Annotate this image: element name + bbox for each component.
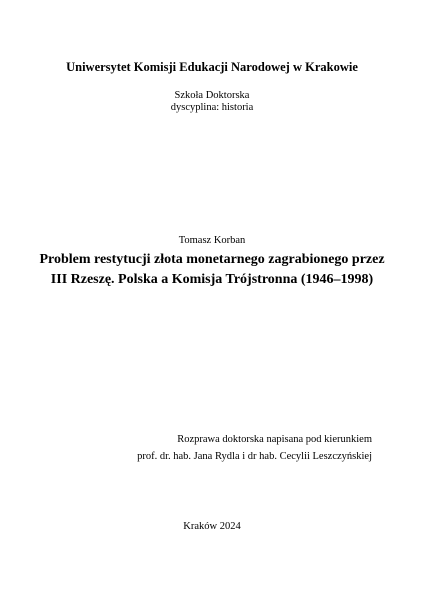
supervision-line-2: prof. dr. hab. Jana Rydla i dr hab. Cecylii Leszczyńskiej (137, 451, 372, 462)
discipline-label: dyscyplina: historia (170, 102, 254, 113)
university-name: Uniwersytet Komisji Edukacji Narodowej w Krakowie (66, 60, 358, 74)
place-and-year: Kraków 2024 (183, 521, 241, 532)
author-name: Tomasz Korban (178, 235, 246, 246)
thesis-title-line-1: Problem restytucji złota monetarnego zagrabionego przez (39, 252, 385, 267)
thesis-title-line-2: III Rzeszę. Polska a Komisja Trójstronna (1946–1998) (50, 272, 374, 287)
school-name: Szkoła Doktorska (174, 90, 250, 101)
supervision-line-1: Rozprawa doktorska napisana pod kierunkiem (177, 434, 372, 445)
